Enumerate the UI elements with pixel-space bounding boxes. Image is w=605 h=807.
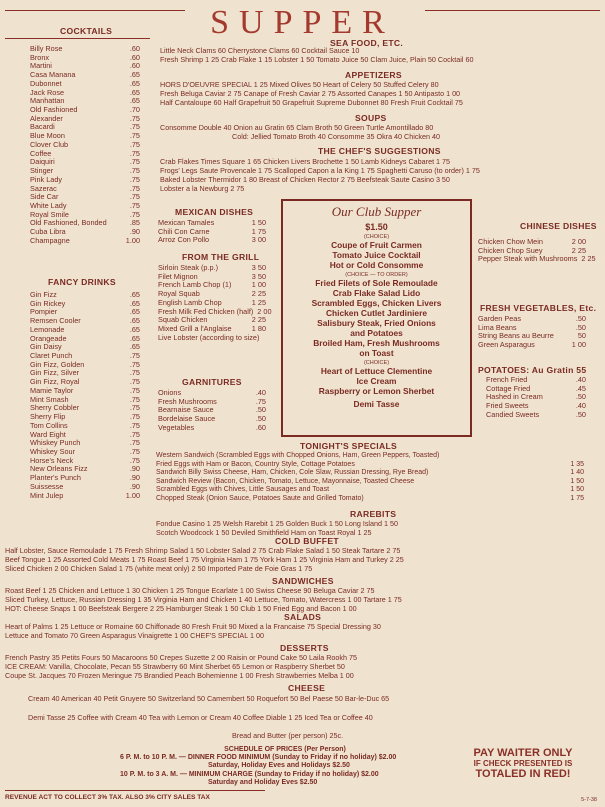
item-price: 2 25 — [251, 315, 266, 325]
cocktails-header: COCKTAILS — [60, 26, 113, 36]
item-name: Chopped Steak (Onion Sauce, Potatoes Saute and Grilled Tomato) — [156, 494, 364, 502]
club-supper-price: $1.50 — [365, 222, 388, 232]
menu-item — [156, 461, 584, 470]
item-name: Coffee — [30, 148, 52, 158]
item-price: .65 — [129, 96, 140, 106]
schedule-line: Saturday and Holiday Eves $2.50 — [208, 778, 318, 786]
seafood-header: SEA FOOD, ETC. — [330, 38, 404, 48]
item-name: Old Fashioned — [30, 105, 78, 115]
item-name: Orangeade — [30, 333, 67, 343]
item-name: Bronx — [30, 52, 50, 62]
desserts-header: DESSERTS — [280, 643, 329, 653]
item-name: Jack Rose — [30, 87, 65, 97]
tax-notice: REVENUE ACT TO COLLECT 3% TAX. ALSO 3% CITY SALES TAX — [5, 794, 210, 801]
beverages-line: Demi Tasse 25 Coffee with Cream 40 Tea with Lemon or Cream 40 Coffee Diable 1 25 Iced Tea or Coffee 40 — [28, 713, 373, 722]
garnitures-header: GARNITURES — [182, 377, 242, 387]
buffet-line: Beef Tongue 1 25 Assorted Cold Meats 1 75 Roast Beef 1 75 Virginia Ham 1 75 York Ham 1 25 Virginia Ham and Turkey 2 25 — [5, 555, 404, 564]
desserts-line: ICE CREAM: Vanilla, Chocolate, Pecan 55 Strawberry 60 Mint Sherbet 65 Lemon or Raspberry Sherbet 50 — [5, 662, 345, 671]
menu-item — [156, 495, 584, 504]
item-name: Live Lobster (according to size) — [158, 332, 260, 342]
item-price: .90 — [129, 227, 140, 237]
print-code: 5-7-38 — [581, 797, 597, 803]
item-price: 2 25 — [581, 254, 596, 264]
item-name: Vegetables — [158, 422, 195, 432]
appetizers-line: HORS D'OEUVRE SPECIAL 1 25 Mixed Olives 50 Heart of Celery 50 Stuffed Celery 80 — [160, 80, 439, 89]
appetizers-header: APPETIZERS — [345, 70, 402, 80]
item-name: Side Car — [30, 192, 59, 202]
item-price: 1 00 — [251, 280, 266, 290]
club-dish: Ice Cream — [356, 376, 397, 386]
item-name: Hashed in Cream — [486, 392, 543, 402]
item-price: .60 — [129, 52, 140, 62]
item-name: Pepper Steak with Mushrooms — [478, 254, 578, 264]
schedule-line: 10 P. M. to 3 A. M. — MINIMUM CHARGE (Sunday to Friday if no holiday) $2.00 — [120, 770, 379, 778]
item-name: Pink Lady — [30, 174, 63, 184]
item-name: Ward Eight — [30, 429, 66, 439]
club-dish: Salisbury Steak, Fried Onions — [317, 318, 436, 328]
item-price: .75 — [129, 157, 140, 167]
item-name: Squab Chicken — [158, 315, 208, 325]
item-price: 2 00 — [571, 237, 586, 246]
chef-line: Frogs' Legs Saute Provencale 1 75 Scalloped Capon a la King 1 75 Spaghetti Caruso (to order) 1 75 — [160, 166, 480, 175]
item-name: Gin Fizz, Golden — [30, 359, 85, 369]
pay-waiter-notice — [463, 747, 583, 780]
item-price: 3 50 — [251, 271, 266, 281]
item-price: 50 — [577, 331, 586, 341]
soups-header: SOUPS — [355, 113, 387, 123]
item-name: Remsen Cooler — [30, 316, 81, 326]
club-dish: Raspberry or Lemon Sherbet — [318, 386, 435, 396]
club-dish: Coupe of Fruit Carmen — [331, 240, 422, 250]
item-price: 1 35 — [570, 460, 584, 468]
chef-line: Lobster a la Newburg 2 75 — [160, 184, 245, 193]
sandwiches-header: SANDWICHES — [272, 576, 334, 586]
item-name: Suissesse — [30, 481, 64, 491]
item-price: .75 — [129, 148, 140, 158]
choice-label: (CHOICE) — [363, 360, 390, 366]
item-name: Scrambled Eggs with Chives, Little Sausages and Toast — [156, 486, 330, 494]
menu-title: SUPPER — [210, 4, 395, 41]
item-price: .90 — [129, 473, 140, 483]
item-price: .75 — [129, 351, 140, 361]
buffet-line: Half Lobster, Sauce Remoulade 1 75 Fresh Shrimp Salad 1 50 Lobster Salad 2 75 Crab Flake Salad 1 50 Steak Tartare 2 75 — [5, 546, 401, 555]
item-name: Onions — [158, 388, 182, 397]
menu-item — [486, 411, 586, 420]
item-name: Mamie Taylor — [30, 385, 74, 395]
item-name: Mexican Tamales — [158, 218, 215, 227]
choice-label: (CHOICE — TO ORDER) — [345, 272, 408, 278]
item-price: .75 — [129, 139, 140, 149]
item-name: French Lamb Chop (1) — [158, 280, 232, 290]
item-name: Clover Club — [30, 139, 69, 149]
appetizers-line: Half Cantaloupe 60 Half Grapefruit 50 Grapefruit Supreme Dubonnet 80 Fresh Fruit Cocktail 75 — [160, 98, 463, 107]
mexican-header: MEXICAN DISHES — [175, 207, 254, 217]
specials-header: TONIGHT'S SPECIALS — [300, 441, 398, 451]
item-price: .90 — [129, 464, 140, 474]
item-name: Arroz Con Pollo — [158, 235, 210, 245]
item-price: .75 — [255, 396, 266, 406]
item-name: Tom Collins — [30, 420, 68, 430]
menu-item — [158, 424, 266, 433]
club-dish: Heart of Lettuce Clementine — [320, 366, 433, 376]
garnitures-list — [158, 389, 266, 433]
item-name: Planter's Punch — [30, 473, 81, 483]
item-name: Pompier — [30, 307, 58, 317]
item-name: Sazerac — [30, 183, 57, 193]
item-price: .50 — [255, 414, 266, 424]
item-price: 1 00 — [571, 340, 586, 350]
cheese-line: Cream 40 American 40 Petit Gruyere 50 Switzerland 50 Camembert 50 Roquefort 50 Bel Paese 50 Bar-le-Duc 65 — [28, 694, 390, 703]
item-price: 1 75 — [251, 226, 266, 236]
cocktails-list — [30, 45, 140, 246]
item-price: 1.00 — [125, 235, 140, 245]
divider — [5, 790, 265, 791]
pay-line: IF CHECK PRESENTED IS — [473, 759, 573, 768]
menu-item — [30, 492, 140, 501]
desserts-line: French Pastry 35 Petits Fours 50 Macaroons 50 Crepes Suzette 2 00 Raisin or Pound Cake 50 Laila Rookh 75 — [5, 653, 357, 662]
salads-line: Lettuce and Tomato 70 Green Asparagus Vinaigrette 1 00 CHEF'S SPECIAL 1 00 — [5, 631, 264, 640]
item-price: .75 — [129, 183, 140, 193]
item-name: Casa Manana — [30, 70, 76, 80]
item-price: .75 — [129, 446, 140, 456]
menu-item — [156, 469, 584, 478]
divider — [425, 10, 600, 11]
item-name: Sirloin Steak (p.p.) — [158, 263, 219, 272]
item-price: 2 25 — [251, 289, 266, 299]
item-price: 1 40 — [570, 469, 584, 477]
item-price: .75 — [129, 113, 140, 123]
item-price: .75 — [129, 192, 140, 202]
item-name: White Lady — [30, 200, 67, 210]
item-name: Gin Fizz — [30, 290, 57, 299]
seafood-line: Little Neck Clams 60 Cherrystone Clams 60 Cocktail Sauce 10 — [160, 46, 360, 55]
item-price: .65 — [129, 333, 140, 343]
salads-header: SALADS — [284, 612, 322, 622]
item-name: Gin Rickey — [30, 298, 66, 308]
club-supper-title: Our Club Supper — [331, 204, 422, 219]
mexican-list — [158, 219, 266, 245]
pay-line: PAY WAITER ONLY — [473, 747, 573, 759]
item-price: .60 — [129, 44, 140, 53]
item-name: Sherry Cobbler — [30, 403, 80, 413]
item-name: Sandwich Review (Bacon, Chicken, Tomato, Lettuce, Mayonnaise, Toasted Cheese — [156, 477, 415, 485]
vegetables-list — [478, 315, 586, 350]
item-name: Gin Daisy — [30, 342, 62, 352]
club-dish: on Toast — [359, 348, 394, 358]
seafood-line: Fresh Shrimp 1 25 Crab Flake 1 15 Lobster 1 50 Tomato Juice 50 Clam Juice, Plain 50 Cocktail 60 — [160, 55, 474, 64]
item-price: .75 — [129, 166, 140, 176]
item-name: Manhattan — [30, 96, 65, 106]
club-dish: Scrambled Eggs, Chicken Livers — [311, 298, 442, 308]
item-name: Fresh Mushrooms — [158, 396, 217, 406]
club-course-2 — [283, 278, 470, 358]
item-price: .65 — [129, 290, 140, 299]
club-dish: Crab Flake Salad Lido — [332, 288, 421, 298]
item-name: Fresh Milk Fed Chicken (half) — [158, 306, 254, 316]
item-price: .75 — [129, 438, 140, 448]
item-name: Fried Eggs with Ham or Bacon, Country Style, Cottage Potatoes — [156, 460, 355, 468]
potatoes-list — [486, 376, 586, 420]
item-name: Blue Moon — [30, 131, 65, 141]
sandwiches-line: Roast Beef 1 25 Chicken and Lettuce 1 30 Chicken 1 25 Tongue Ecarlate 1 00 Swiss Cheese 90 Beluga Caviar 2 75 — [5, 586, 375, 595]
divider — [5, 10, 185, 11]
item-price: .75 — [129, 209, 140, 219]
item-name: Fried Sweets — [486, 401, 529, 411]
buffet-header: COLD BUFFET — [275, 536, 339, 546]
club-course-1 — [283, 240, 470, 270]
choice-label: (CHOICE) — [363, 234, 390, 240]
item-name: Gin Fizz, Silver — [30, 368, 80, 378]
divider — [5, 38, 150, 39]
item-price: 1 50 — [570, 477, 584, 485]
item-price: .75 — [129, 412, 140, 422]
menu-item — [158, 334, 266, 343]
schedule-line: Saturday, Holiday Eves and Holidays $2.50 — [208, 762, 350, 770]
item-price: .75 — [129, 131, 140, 141]
item-price: .65 — [129, 70, 140, 80]
item-price: .65 — [129, 298, 140, 308]
rarebits-header: RAREBITS — [350, 509, 397, 519]
item-name: Whiskey Sour — [30, 446, 76, 456]
appetizers-line: Fresh Beluga Caviar 2 75 Canape of Fresh Caviar 2 75 Assorted Canapes 1 50 Antipasto 1 00 — [160, 89, 461, 98]
potatoes-header: POTATOES: Au Gratin 55 — [478, 365, 587, 375]
item-name: Bordelaise Sauce — [158, 414, 216, 424]
item-name: Dubonnet — [30, 78, 62, 88]
club-dish: Tomato Juice Cocktail — [332, 250, 421, 260]
item-name: French Fried — [486, 375, 528, 384]
menu-item — [478, 341, 586, 350]
club-demi-tasse: Demi Tasse — [353, 399, 400, 409]
item-price: 2 25 — [571, 245, 586, 255]
schedule-line: 6 P. M. to 10 P. M. — DINNER FOOD MINIMUM (Sunday to Friday if no holiday) $2.00 — [120, 754, 397, 762]
item-price: 1 50 — [570, 486, 584, 494]
item-name: Garden Peas — [478, 314, 521, 323]
item-price: 1 75 — [570, 494, 584, 502]
item-name: Claret Punch — [30, 351, 73, 361]
item-price: 1 50 — [251, 218, 266, 227]
menu-item — [158, 236, 266, 245]
item-name: Lemonade — [30, 324, 65, 334]
item-price: .75 — [129, 394, 140, 404]
soups-line: Cold: Jellied Tomato Broth 40 Consomme 35 Okra 40 Chicken 40 — [232, 132, 441, 141]
item-price: .75 — [129, 429, 140, 439]
item-price: .70 — [129, 105, 140, 115]
sandwiches-line: HOT: Cheese Snaps 1 00 Beefsteak Bergere 2 25 Hamburger Steak 1 50 Club 1 50 Fried Egg and Bacon 1 00 — [5, 604, 357, 613]
menu-item — [478, 254, 596, 264]
club-supper-box — [281, 199, 472, 437]
item-name: Western Sandwich (Scrambled Eggs with Chopped Onions, Ham, Green Peppers, Toasted) — [156, 452, 440, 459]
item-price: .50 — [575, 314, 586, 323]
sandwiches-line: Sliced Turkey, Lettuce, Russian Dressing 1 35 Virginia Ham and Chicken 1 40 Lettuce, Tomato, Watercress 1 00 Tartare 1 75 — [5, 595, 402, 604]
item-name: Cottage Fried — [486, 383, 531, 393]
item-name: Alexander — [30, 113, 63, 123]
fancy-drinks-header: FANCY DRINKS — [48, 277, 116, 287]
item-price: .40 — [575, 401, 586, 411]
item-price: .75 — [129, 403, 140, 413]
item-name: Filet Mignon — [158, 271, 198, 281]
item-name: Cuba Libra — [30, 227, 66, 237]
item-price: 1 25 — [251, 297, 266, 307]
item-price: 3 00 — [251, 235, 266, 245]
item-name: Mint Julep — [30, 490, 64, 500]
item-price: 1.00 — [125, 490, 140, 500]
item-price: .50 — [575, 409, 586, 419]
item-price: .85 — [129, 218, 140, 228]
club-dish: Broiled Ham, Fresh Mushrooms — [313, 338, 440, 348]
pay-line: TOTALED IN RED! — [475, 768, 571, 780]
item-price: .65 — [129, 307, 140, 317]
item-price: .40 — [575, 375, 586, 384]
item-price: 1 80 — [251, 324, 266, 334]
chef-line: Baked Lobster Thermidor 1 80 Breast of Chicken Rector 2 75 Beefsteak Saute Casino 3 50 — [160, 175, 450, 184]
item-price: .75 — [129, 359, 140, 369]
item-name: Champagne — [30, 235, 70, 245]
item-price: .90 — [129, 481, 140, 491]
item-name: Mint Smash — [30, 394, 69, 404]
cheese-header: CHEESE — [288, 683, 326, 693]
item-price: .75 — [129, 455, 140, 465]
price-schedule — [120, 746, 450, 787]
item-name: Sherry Flip — [30, 412, 66, 422]
item-price: .75 — [129, 420, 140, 430]
item-price: .40 — [255, 388, 266, 397]
desserts-line: Coupe St. Jacques 70 Frozen Meringue 75 Brandied Peach Bohemienne 1 00 Fresh Strawberries Melba 1 00 — [5, 671, 354, 680]
chef-line: Crab Flakes Times Square 1 65 Chicken Livers Brochette 1 50 Lamb Kidneys Cabaret 1 75 — [160, 157, 451, 166]
specials-list — [156, 452, 584, 504]
vegetables-header: FRESH VEGETABLES, Etc. — [480, 303, 597, 313]
item-name: Martini — [30, 61, 52, 71]
item-price: .60 — [255, 422, 266, 432]
item-name: Horse's Neck — [30, 455, 74, 465]
item-name: Whiskey Punch — [30, 438, 81, 448]
item-price: .50 — [575, 322, 586, 332]
item-name: Billy Rose — [30, 44, 63, 53]
item-price: .65 — [129, 78, 140, 88]
menu-item — [156, 486, 584, 495]
item-name: English Lamb Chop — [158, 297, 222, 307]
rarebits-line: Scotch Woodcock 1 50 Deviled Smithfield Ham on Toast Royal 1 25 — [156, 528, 372, 537]
grill-list — [158, 263, 272, 342]
item-name: Chicken Chop Suey — [478, 245, 543, 255]
fancy-drinks-list — [30, 291, 140, 500]
item-name: Stinger — [30, 166, 54, 176]
club-dish: Hot or Cold Consomme — [329, 260, 424, 270]
item-price: .60 — [129, 61, 140, 71]
item-name: Candied Sweets — [486, 409, 540, 419]
item-name: Chili Con Carne — [158, 226, 210, 236]
item-name: String Beans au Beurre — [478, 331, 554, 341]
item-price: .50 — [255, 405, 266, 415]
menu-item — [156, 452, 584, 461]
schedule-title: SCHEDULE OF PRICES (Per Person) — [224, 746, 346, 753]
item-price: .65 — [129, 342, 140, 352]
item-price: .75 — [129, 122, 140, 132]
club-dish: Fried Filets of Sole Remoulade — [315, 278, 438, 288]
menu-item — [156, 478, 584, 487]
item-price: .65 — [129, 87, 140, 97]
item-price: .65 — [129, 324, 140, 334]
item-name: New Orleans Fizz — [30, 464, 88, 474]
club-dish: and Potatoes — [350, 328, 403, 338]
item-price: .75 — [129, 368, 140, 378]
buffet-line: Sliced Chicken 2 00 Chicken Salad 1 75 (white meat only) 2 50 Imported Pate de Foie Gras 1 75 — [5, 564, 313, 573]
menu-item — [30, 237, 140, 246]
item-price: .75 — [129, 174, 140, 184]
item-price: .50 — [575, 392, 586, 402]
salads-line: Heart of Palms 1 25 Lettuce or Romaine 60 Chiffonade 80 Fresh Fruit 90 Mixed a la Francaise 75 Special Dressing 30 — [5, 622, 381, 631]
grill-header: FROM THE GRILL — [182, 252, 260, 262]
item-price: .45 — [575, 383, 586, 393]
item-name: Royal Smile — [30, 209, 69, 219]
chef-header: THE CHEF'S SUGGESTIONS — [318, 146, 441, 156]
item-price: .75 — [129, 200, 140, 210]
item-name: Gin Fizz, Royal — [30, 377, 80, 387]
item-price: 2 00 — [257, 306, 272, 316]
item-name: Sandwich Billy Swiss Cheese, Ham, Chicken, Cole Slaw, Russian Dressing, Rye Bread) — [156, 469, 429, 477]
item-name: Bearnaise Sauce — [158, 405, 214, 415]
item-name: Green Asparagus — [478, 340, 535, 350]
bread-line: Bread and Butter (per person) 25c. — [232, 731, 344, 740]
item-price: 3 50 — [251, 263, 266, 272]
item-name: Mixed Grill a l'Anglaise — [158, 324, 232, 334]
club-dish: Chicken Cutlet Jardiniere — [326, 308, 427, 318]
soups-line: Consomme Double 40 Onion au Gratin 65 Clam Broth 50 Green Turtle Amontillado 80 — [160, 123, 434, 132]
item-name: Bacardi — [30, 122, 55, 132]
item-price: .75 — [129, 385, 140, 395]
club-course-3 — [283, 366, 470, 396]
chinese-header: CHINESE DISHES — [520, 221, 597, 231]
item-name: Lima Beans — [478, 322, 517, 332]
item-price: .65 — [129, 316, 140, 326]
item-name: Daiquiri — [30, 157, 55, 167]
item-name: Chicken Chow Mein — [478, 237, 543, 246]
rarebits-line: Fondue Casino 1 25 Welsh Rarebit 1 25 Golden Buck 1 50 Long Island 1 50 — [156, 519, 399, 528]
item-name: Royal Squab — [158, 289, 200, 299]
chinese-list — [478, 237, 596, 264]
item-price: .75 — [129, 377, 140, 387]
item-name: Old Fashioned, Bonded — [30, 218, 107, 228]
